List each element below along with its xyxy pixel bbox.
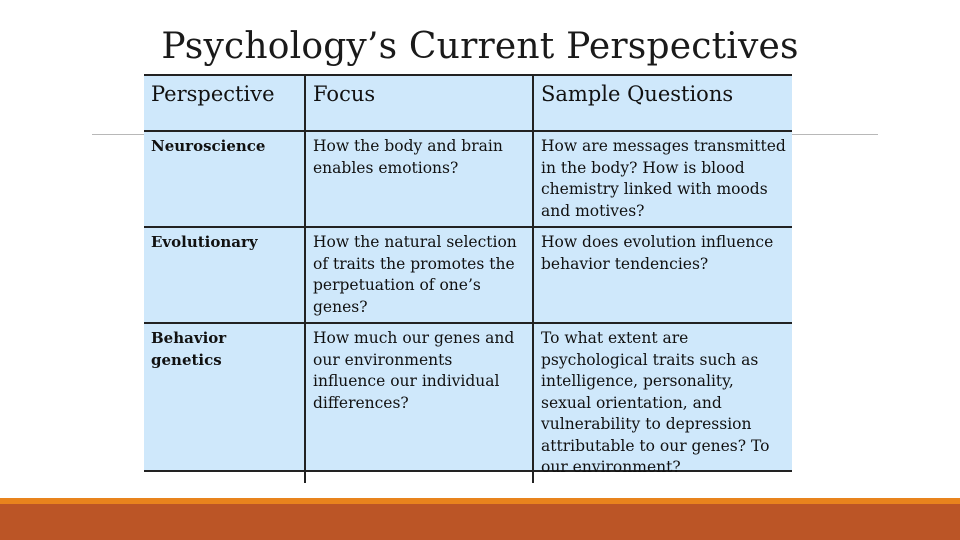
row-questions: To what extent are psychological traits such as intelligence, personality, sexual orientation, and vulnerability to depression attributable to our genes? To our environment? — [533, 323, 792, 483]
row-questions: How does evolution influence behavior tendencies? — [533, 227, 792, 323]
row-focus: How much our genes and our environments influence our individual differences? — [305, 323, 533, 483]
row-questions: How are messages transmitted in the body? How is blood chemistry linked with moods and motives? — [533, 131, 792, 227]
header-sample-questions: Sample Questions — [533, 76, 792, 131]
decorative-rule-right — [790, 134, 878, 135]
row-focus: How the body and brain enables emotions? — [305, 131, 533, 227]
header-perspective: Perspective — [144, 76, 305, 131]
table-header-row — [144, 76, 792, 131]
row-perspective: Neuroscience — [144, 131, 305, 227]
row-focus: How the natural selection of traits the promotes the perpetuation of one’s genes? — [305, 227, 533, 323]
slide-title: Psychology’s Current Perspectives — [161, 26, 799, 67]
decorative-rule-left — [92, 134, 146, 135]
table-row — [144, 131, 792, 227]
footer-accent-band — [0, 504, 960, 540]
perspectives-table — [144, 74, 792, 476]
table-row — [144, 227, 792, 323]
row-perspective: Behavior genetics — [151, 329, 227, 369]
header-focus: Focus — [305, 76, 533, 131]
row-perspective: Evolutionary — [144, 227, 305, 323]
table-row — [144, 323, 792, 483]
